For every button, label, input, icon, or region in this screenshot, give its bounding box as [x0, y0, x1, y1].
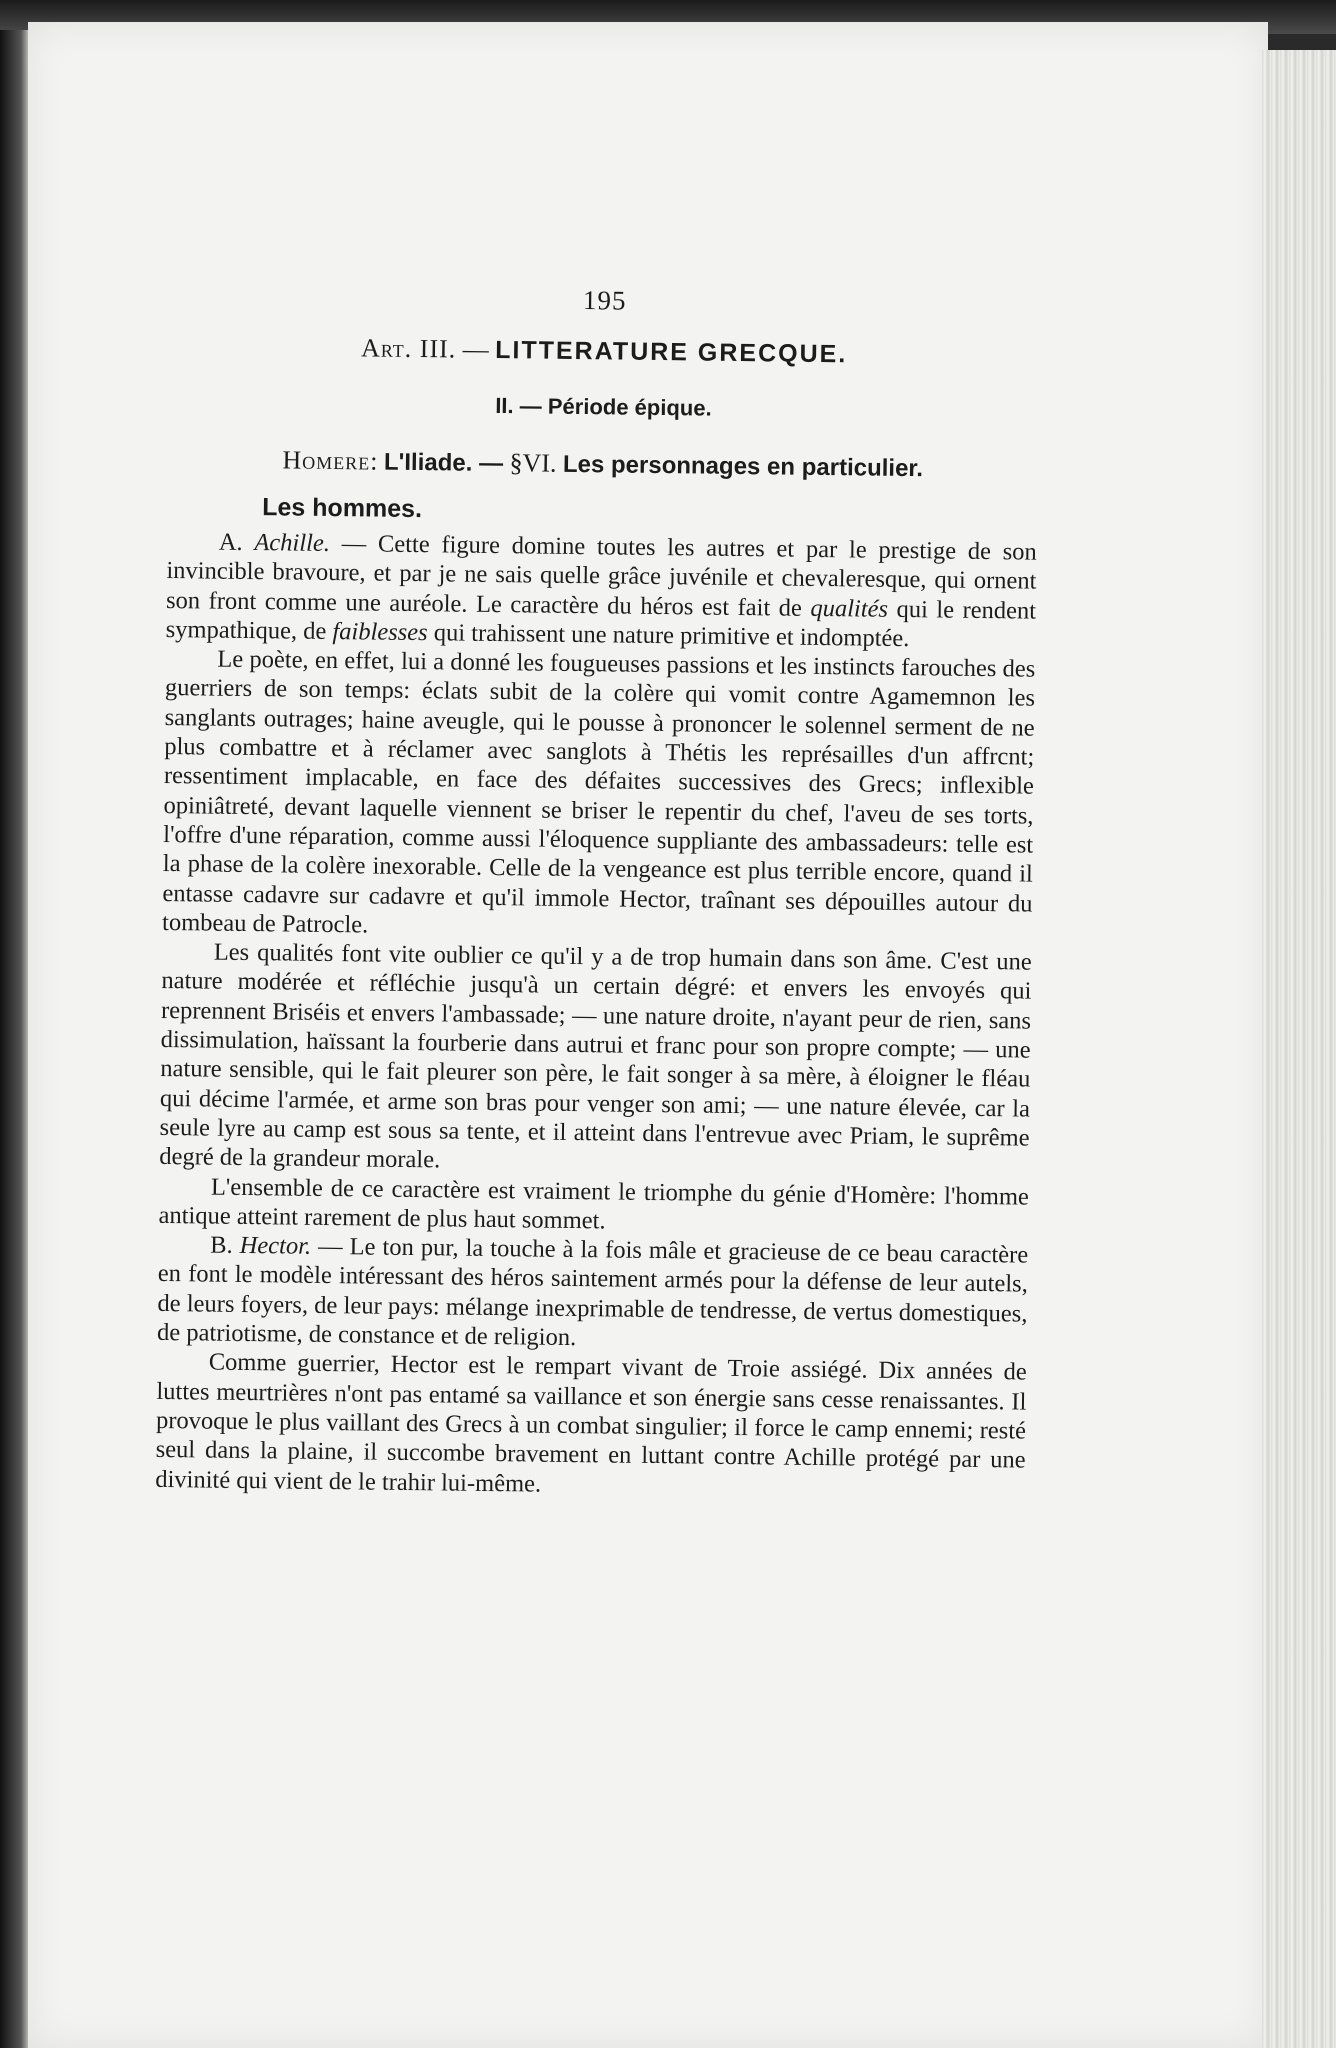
paragraph-text: — Cette figure domine toutes les autres et par le prestige de son invincible bravoure, et par je ne sais quelle grâce juvénile et chevaleresque, qui ornent son front comme une auréole. Le caractère du héros est fait de: [165, 529, 1037, 622]
page-stack-edge: [1262, 50, 1336, 2048]
paragraph-marker: A.: [218, 528, 255, 557]
character-name: Achille.: [254, 529, 331, 557]
article-heading: [169, 331, 1039, 372]
paragraph-text: qui trahissent une nature primitive et indomptée.: [427, 619, 910, 652]
emphasis-text: faiblesses: [332, 617, 428, 647]
page-number: 195: [582, 285, 627, 316]
page-content: [155, 280, 1040, 1504]
paragraph-qualities: Les qualités font vite oublier ce qu'il y a de trop humain dans son âme. C'est une nature modérée et réfléchie jusqu'à un certain dégré: et envers les envoyés qui reprennent Briséis et envers l'ambassade; — une nature droite, n'ayant peur de rien, sans dissimulation, haïssant la fourberie dans autrui et franc pour son propre compte; — une nature sensible, qui le fait pleurer son père, le fait songer à sa mère, à éloigner le fléau qui décime l'armée, et arme son bras pour venger son ami; — une nature élevée, car la seule lyre au camp est sous sa tente, et il atteint dans l'entrevue avec Priam, le suprême degré de la grandeur morale.: [159, 938, 1032, 1174]
section-author: Homere: [282, 445, 371, 476]
paragraph-guerrier: Comme guerrier, Hector est le rempart vivant de Troie assiégé. Dix années de luttes meurtrières n'ont pas entamé sa vaillance et son énergie sans cesse renaissantes. Il provoque le plus vaillant des Grecs à un combat singulier; il force le camp ennemi; resté seul dans la plaine, il succombe bravement en luttant contre Achille protégé par une divinité qui vient de le trahir lui-même.: [155, 1348, 1027, 1498]
character-name: Hector.: [239, 1232, 312, 1260]
paragraph-text: — Le ton pur, la touche à la fois mâle et gracieuse de ce beau caractère en font le modèle intéressant des héros saintement armés pour la défense de leur autels, de leurs foyers, de leur pays: mélange inexprimable de tendresse, de vertus domestiques, de patriotisme, de constance et de religion.: [156, 1232, 1029, 1352]
period-heading: [168, 389, 1038, 427]
section-number: §VI.: [502, 448, 564, 478]
article-title: LITTERATURE GRECQUE.: [495, 335, 848, 369]
paragraph-ensemble: L'ensemble de ce caractère est vraiment le triomphe du génie d'Homère: l'homme antique atteint rarement de plus haut sommet.: [158, 1173, 1030, 1235]
paragraph-hector-intro: [157, 1230, 1028, 1358]
section-title: Les personnages en particulier.: [562, 450, 924, 483]
period-title: II. — Période épique.: [495, 392, 712, 421]
article-separator: —: [456, 334, 496, 364]
paragraph-passions: Le poète, en effet, lui a donné les fougueuses passions et les instincts farouches des guerriers de son temps: éclats subit de la colère qui vomit contre Agamemnon les sanglants outrages; haine aveugle, qui le pousse à prononcer le solennel serment de ne plus combattre et à réclamer avec sanglots à Thétis les représailles d'un affrcnt; ressentiment implacable, en face des défaites successives des Grecs; inflexible opiniâtreté, devant laquelle viennent se briser le repentir du chef, l'aveu de ses torts, l'offre d'une réparation, comme aussi l'éloquence suppliante des ambassadeurs: telle est la phase de la colère inexorable. Celle de la vengeance est plus terrible encore, quand il entasse cadavre sur cadavre et qu'il immole Hector, traînant ses dépouilles autour du tombeau de Patrocle.: [161, 645, 1036, 939]
section-colon: :: [370, 446, 385, 476]
emphasis-text: qualités: [810, 594, 889, 623]
paragraph-text: qui le rendent sympathique, de: [165, 595, 1037, 645]
section-heading: [168, 444, 1038, 485]
paragraph-marker: B.: [210, 1231, 240, 1260]
section-work: L'Iliade. —: [383, 448, 504, 478]
book-spine-shadow: [0, 30, 30, 2048]
subsection-heading: Les hommes.: [262, 493, 423, 524]
body-text: [155, 527, 1037, 1504]
paragraph-achille-intro: [166, 527, 1037, 655]
article-label: Art. III.: [360, 333, 457, 364]
